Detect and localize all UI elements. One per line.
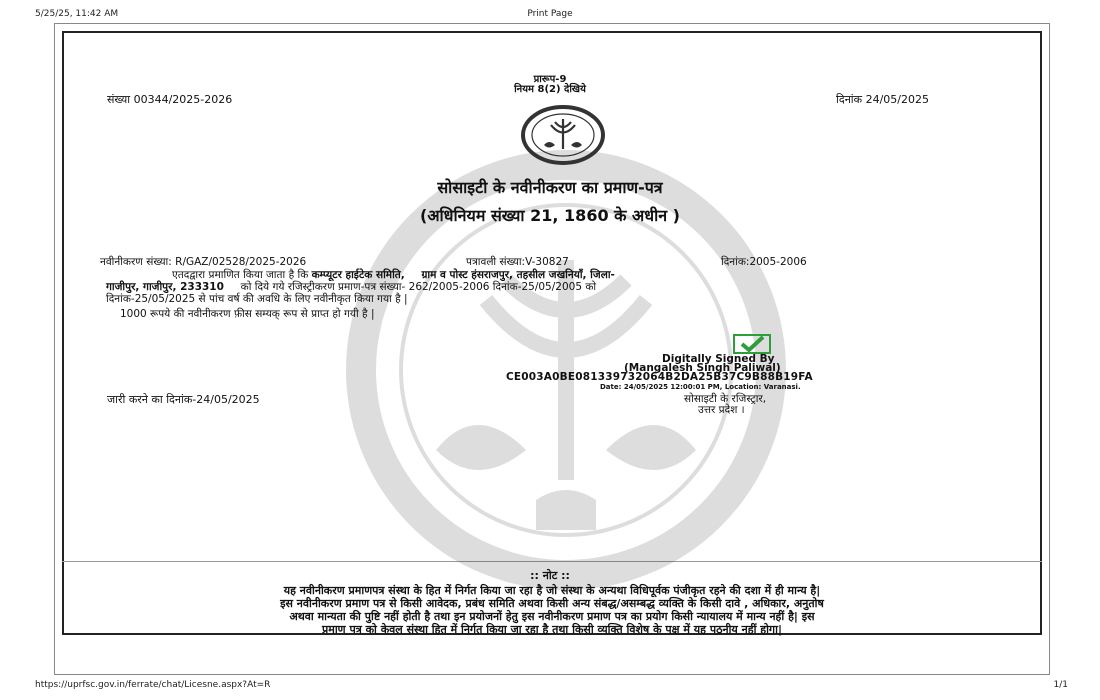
body-validity-text: दिनांक-25/05/2025 से पांच वर्ष की अवधि के लिए नवीनीकृत किया गया है | [106,293,408,305]
file-number: पत्रावली संख्या:V-30827 [466,256,569,268]
signature-hash: CE003A0BE081339732064B2DA25B37C9B88B19FA [506,371,813,383]
certificate-body [106,269,1006,305]
note-line: यह नवीनीकरण प्रमाणपत्र संस्था के हित में निर्गत किया जा रहा है जो संस्था के अन्यथा विधिपूर्वक पंजीकृत रहने की दशा में ही मान्य है| [283,584,821,597]
note-title: :: नोट :: [530,569,570,582]
renewal-number: नवीनीकरण संख्या: R/GAZ/02528/2025-2026 [100,256,307,268]
print-url: https://uprfsc.gov.in/ferrate/chat/Licesne.aspx?At=R [35,680,271,690]
print-page-title: Print Page [527,9,573,19]
note-line: अथवा मान्यता की पुष्टि नहीं होती है तथा इन प्रयोजनों हेतु इस नवीनीकरण प्रमाण पत्र का प्रयोग किसी न्यायालय में मान्य नहीं है| इस [289,610,815,623]
print-page-count: 1/1 [1053,680,1068,690]
rule-reference: नियम 8(2) देखिये [514,84,586,95]
signature-valid-check-icon [733,334,771,354]
body-registration-text: को दिये गये रजिस्ट्रीकरण प्रमाण-पत्र संख्या- 262/2005-2006 दिनांक-25/05/2005 को [240,281,597,293]
issue-date: जारी करने का दिनांक-24/05/2025 [107,393,260,406]
session-date: दिनांक:2005-2006 [721,256,807,268]
note-divider [62,561,1042,562]
signed-by-label: Digitally Signed By [662,353,775,365]
note-text [62,584,1042,636]
society-address-line1: ग्राम व पोस्ट हंसराजपुर, तहसील जखनियाँ, जिला- [421,269,615,281]
print-timestamp: 5/25/25, 11:42 AM [35,9,119,19]
certificate-date: दिनांक 24/05/2025 [836,93,929,106]
certificate-number: संख्या 00344/2025-2026 [107,93,233,106]
state-emblem-icon [520,105,606,165]
signer-name: (Mangalesh Singh Paliwal) [624,362,781,374]
fee-statement: 1000 रूपये की नवीनीकरण फ़ीस सम्यक् रूप से प्राप्त हो गयी है | [120,308,375,320]
registrar-state: उत्तर प्रदेश । [698,404,745,416]
note-line: इस नवीनीकरण प्रमाण पत्र से किसी आवेदक, प्रबंध समिति अथवा किसी अन्य संबद्ध/असम्बद्ध व्यक्ति के किसी दावे , अधिकार, अनुतोष [280,597,824,610]
form-number: प्रारूप-9 [533,74,567,85]
signature-date-location: Date: 24/05/2025 12:00:01 PM, Location: Varanasi. [600,383,801,391]
society-address-line2: गाजीपुर, गाजीपुर, 233310 [106,281,224,293]
society-name: कम्प्यूटर हाईटेक समिति, [311,269,405,281]
note-line: प्रमाण पत्र को केवल संस्था हित में निर्गत किया जा रहा है तथा किसी व्यक्ति विशेष के पक्ष में यह पठनीय नहीं होगा| [321,623,782,636]
certificate-title: सोसाइटी के नवीनीकरण का प्रमाण-पत्र [437,178,663,197]
body-intro: एतदद्वारा प्रमाणित किया जाता है कि [172,269,309,281]
certificate-subtitle: (अधिनियम संख्या 21, 1860 के अधीन ) [420,206,680,225]
registrar-title: सोसाइटी के रजिस्ट्रार, [684,393,767,405]
